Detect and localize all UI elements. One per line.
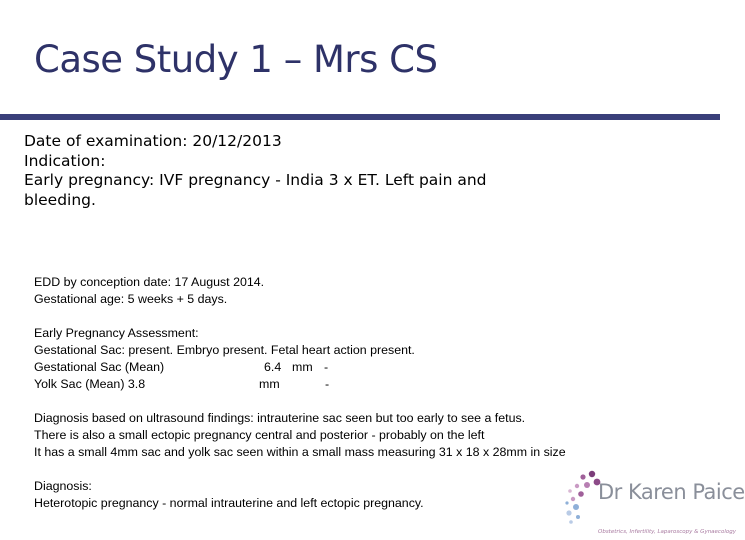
gestational-sac-status: Gestational Sac: present. Embryo present. Fetal heart action present. bbox=[34, 343, 415, 357]
indication-text-line2: bleeding. bbox=[24, 190, 96, 209]
spacer bbox=[34, 308, 634, 325]
ultrasound-report bbox=[34, 274, 634, 512]
measurement-dash: - bbox=[325, 377, 330, 391]
measurement-unit: mm bbox=[292, 360, 313, 374]
measurement-label: Gestational Sac (Mean) bbox=[34, 360, 165, 374]
gestational-age-line: Gestational age: 5 weeks + 5 days. bbox=[34, 292, 228, 306]
assessment-heading: Early Pregnancy Assessment: bbox=[34, 326, 199, 340]
logo-name: Dr Karen Paice bbox=[598, 480, 745, 504]
spacer bbox=[34, 461, 634, 478]
measurement-row-gestational-sac bbox=[34, 359, 634, 376]
examination-summary bbox=[24, 132, 524, 210]
diagnosis-final: Heterotopic pregnancy - normal intrauterine and left ectopic pregnancy. bbox=[34, 496, 424, 510]
diagnosis-findings-line1: Diagnosis based on ultrasound findings: intrauterine sac seen but too early to see a fetus. bbox=[34, 411, 526, 425]
measurement-unit: mm bbox=[259, 377, 280, 391]
title-divider bbox=[0, 114, 720, 120]
diagnosis-heading: Diagnosis: bbox=[34, 479, 92, 493]
exam-date: Date of examination: 20/12/2013 bbox=[24, 132, 282, 150]
indication-text-line1: Early pregnancy: IVF pregnancy - India 3 x ET. Left pain and bbox=[24, 171, 487, 189]
measurement-row-yolk-sac bbox=[34, 376, 634, 393]
edd-line: EDD by conception date: 17 August 2014. bbox=[34, 275, 265, 289]
dr-karen-paice-logo bbox=[560, 470, 745, 540]
diagnosis-findings-line2: There is also a small ectopic pregnancy central and posterior - probably on the left bbox=[34, 428, 485, 442]
measurement-dash: - bbox=[324, 360, 329, 374]
logo-tagline: Obstetrics, Infertility, Laparoscopy & Gynaecology bbox=[598, 529, 736, 535]
measurement-label: Yolk Sac (Mean) 3.8 bbox=[34, 377, 146, 391]
slide-title: Case Study 1 – Mrs CS bbox=[34, 38, 438, 81]
spacer bbox=[34, 393, 634, 410]
indication-label: Indication: bbox=[24, 151, 106, 170]
diagnosis-findings-line3: It has a small 4mm sac and yolk sac seen within a small mass measuring 31 x 18 x 28mm in size bbox=[34, 445, 566, 459]
measurement-value: 6.4 bbox=[264, 360, 282, 374]
